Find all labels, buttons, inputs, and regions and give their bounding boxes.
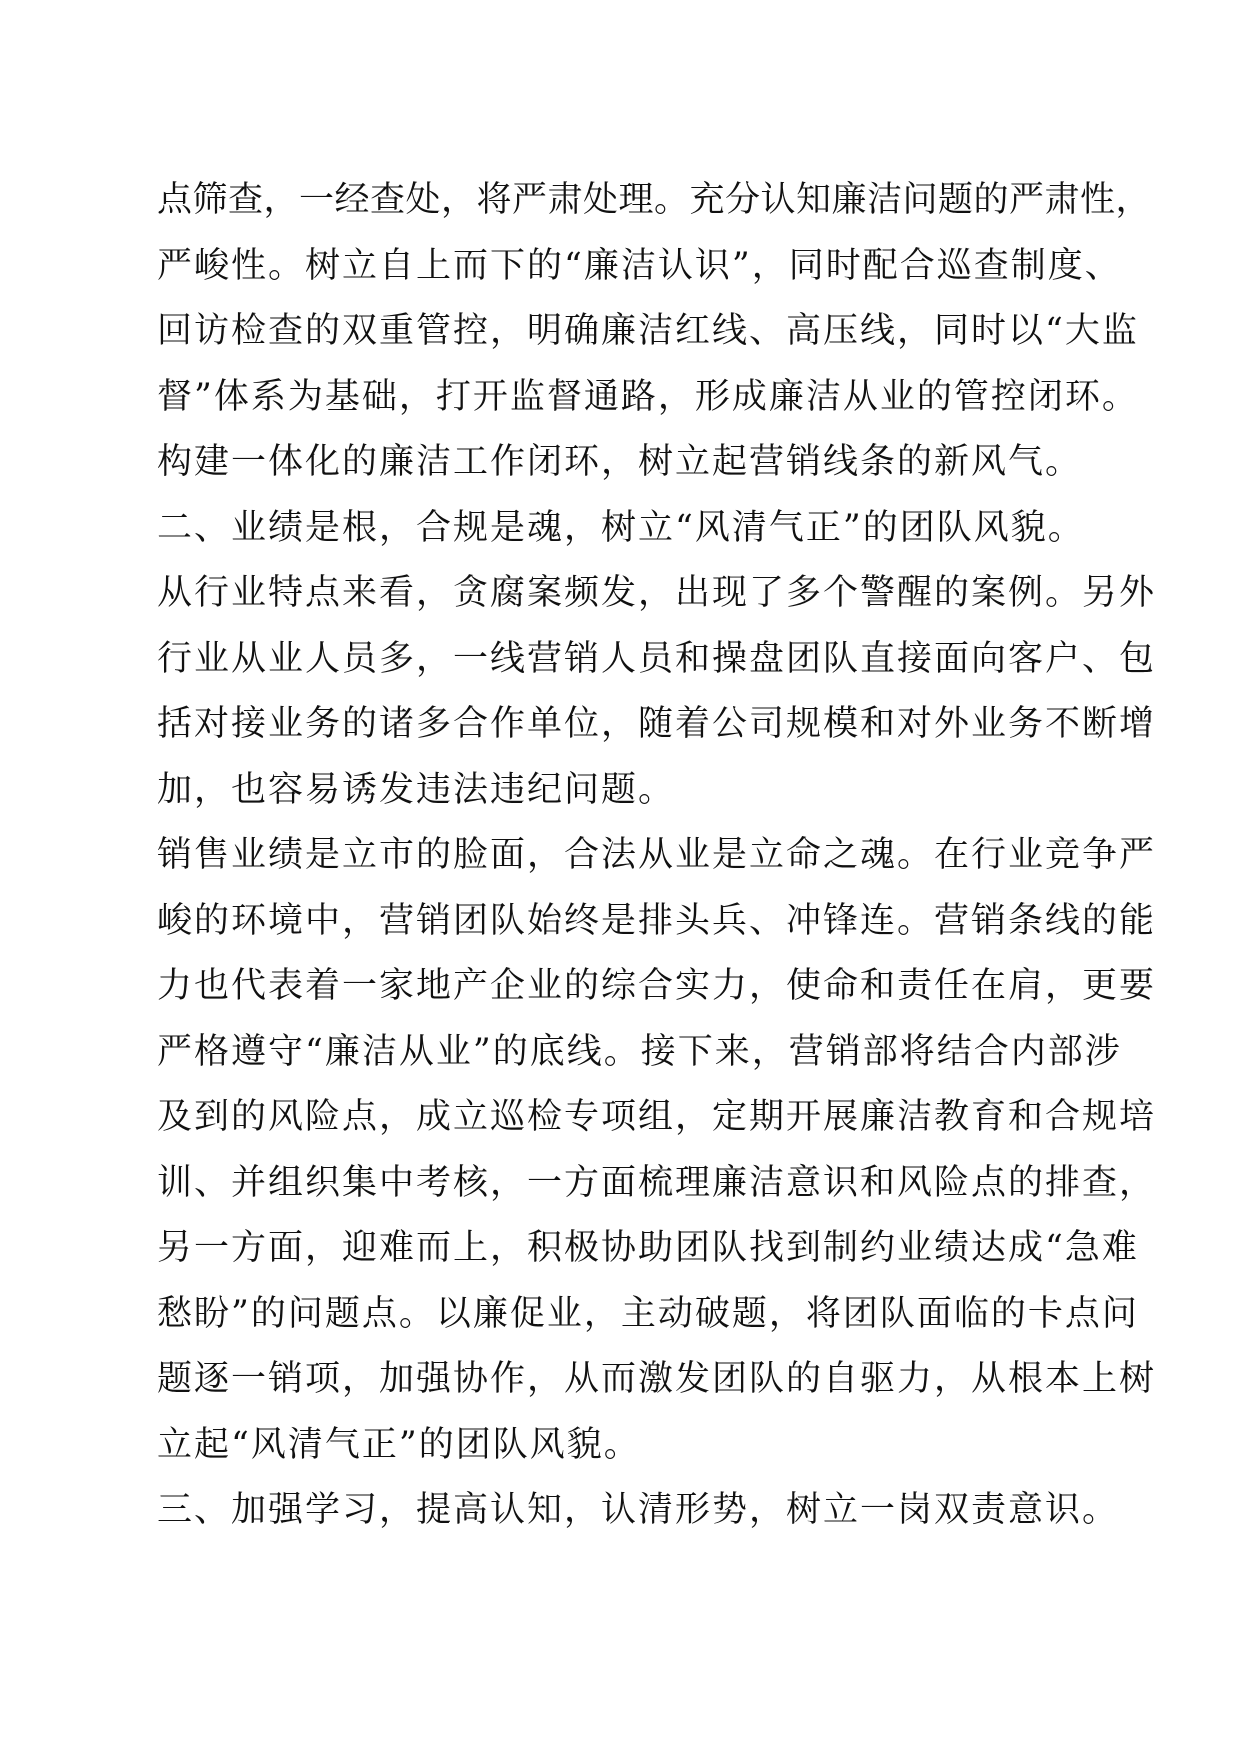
text-line: 题逐一销项，加强协作，从而激发团队的自驱力，从根本上树 xyxy=(157,1359,1157,1399)
text-line: 督”体系为基础，打开监督通路，形成廉洁从业的管控闭环。 xyxy=(157,376,1139,417)
section-heading: 三、加强学习，提高认知，认清形势，树立一岗双责意识。 xyxy=(157,1490,1120,1530)
text-line: 点筛查，一经查处，将严肃处理。充分认知廉洁问题的严肃性， xyxy=(157,180,1152,220)
text-line: 加，也容易诱发违法违纪问题。 xyxy=(157,769,676,810)
text-line: 回访检查的双重管控，明确廉洁红线、高压线，同时以“大监 xyxy=(157,311,1139,351)
text-line: 括对接业务的诸多合作单位，随着公司规模和对外业务不断增 xyxy=(157,704,1157,744)
text-line: 行业从业人员多，一线营销人员和操盘团队直接面向客户、包 xyxy=(157,638,1157,679)
text-line: 严峻性。树立自上而下的“廉洁认识”，同时配合巡查制度、 xyxy=(157,245,1122,286)
text-line: 立起“风清气正”的团队风貌。 xyxy=(157,1424,641,1465)
text-line: 从行业特点来看，贪腐案频发，出现了多个警醒的案例。另外 xyxy=(157,573,1157,613)
text-line: 峻的环境中，营销团队始终是排头兵、冲锋连。营销条线的能 xyxy=(157,900,1157,941)
text-line: 严格遵守“廉洁从业”的底线。接下来，营销部将结合内部涉 xyxy=(157,1031,1122,1072)
text-line: 力也代表着一家地产企业的综合实力，使命和责任在肩，更要 xyxy=(157,966,1157,1006)
body-text xyxy=(157,168,1157,1544)
section-heading: 二、业绩是根，合规是魂，树立“风清气正”的团队风貌。 xyxy=(157,507,1085,548)
text-line: 销售业绩是立市的脸面，合法从业是立命之魂。在行业竞争严 xyxy=(157,835,1157,875)
text-line: 及到的风险点，成立巡检专项组，定期开展廉洁教育和合规培 xyxy=(157,1097,1157,1137)
text-line: 训、并组织集中考核，一方面梳理廉洁意识和风险点的排查， xyxy=(157,1162,1157,1203)
text-line: 构建一体化的廉洁工作闭环，树立起营销线条的新风气。 xyxy=(157,442,1083,482)
text-line: 愁盼”的问题点。以廉促业，主动破题，将团队面临的卡点问 xyxy=(157,1293,1139,1334)
text-line: 另一方面，迎难而上，积极协助团队找到制约业绩达成“急难 xyxy=(157,1228,1139,1268)
